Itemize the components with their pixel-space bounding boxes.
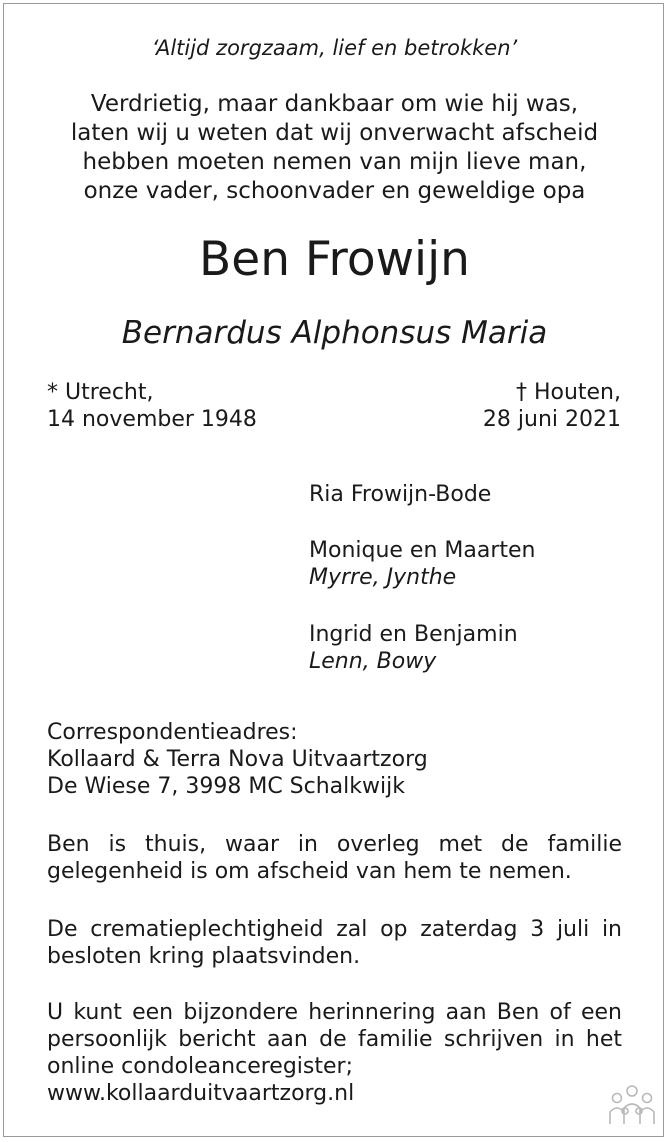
family-names: Monique en Maarten bbox=[309, 538, 536, 563]
motto: ‘Altijd zorgzaam, lief en betrokken’ bbox=[151, 36, 518, 60]
death-place: † Houten, bbox=[515, 380, 621, 405]
death-date: 28 juni 2021 bbox=[482, 407, 621, 432]
grandchildren: Lenn, Bowy bbox=[309, 649, 437, 674]
condolence-paragraph: U kunt een bijzondere herinnering aan Ben of een persoonlijk bericht aan de familie schrijven in het online condoleanceregister; bbox=[47, 1000, 622, 1079]
birth-date: 14 november 1948 bbox=[47, 407, 257, 432]
family-group bbox=[309, 621, 518, 675]
correspondence-line: De Wiese 7, 3998 MC Schalkwijk bbox=[47, 774, 405, 799]
deceased-name: Ben Frowijn bbox=[199, 232, 470, 287]
intro-text bbox=[0, 90, 669, 206]
intro-line: laten wij u weten dat wij onverwacht afscheid bbox=[70, 120, 599, 146]
ceremony-paragraph: De crematieplechtigheid zal op zaterdag 3 juli in besloten kring plaatsvinden. bbox=[47, 917, 622, 969]
correspondence-heading: Correspondentieadres: bbox=[47, 720, 298, 745]
intro-line: hebben moeten nemen van mijn lieve man, bbox=[82, 149, 587, 175]
intro-line: onze vader, schoonvader en geweldige opa bbox=[83, 178, 586, 204]
family-group bbox=[309, 537, 536, 591]
birth-place: * Utrecht, bbox=[47, 380, 154, 405]
family-member: Ria Frowijn-Bode bbox=[309, 482, 492, 507]
correspondence-line: Kollaard & Terra Nova Uitvaartzorg bbox=[47, 747, 428, 772]
website-link[interactable]: www.kollaarduitvaartzorg.nl bbox=[47, 1081, 355, 1106]
visitation-paragraph: Ben is thuis, waar in overleg met de familie gelegenheid is om afscheid van hem te nemen. bbox=[47, 832, 622, 884]
grandchildren: Myrre, Jynthe bbox=[309, 565, 457, 590]
death-info bbox=[483, 379, 621, 433]
intro-line: Verdrietig, maar dankbaar om wie hij was, bbox=[90, 91, 579, 117]
people-group-icon bbox=[608, 1084, 656, 1128]
deceased-full-name: Bernardus Alphonsus Maria bbox=[121, 315, 548, 351]
correspondence-address bbox=[47, 719, 622, 800]
family-names: Ingrid en Benjamin bbox=[309, 622, 518, 647]
birth-info bbox=[47, 379, 257, 433]
